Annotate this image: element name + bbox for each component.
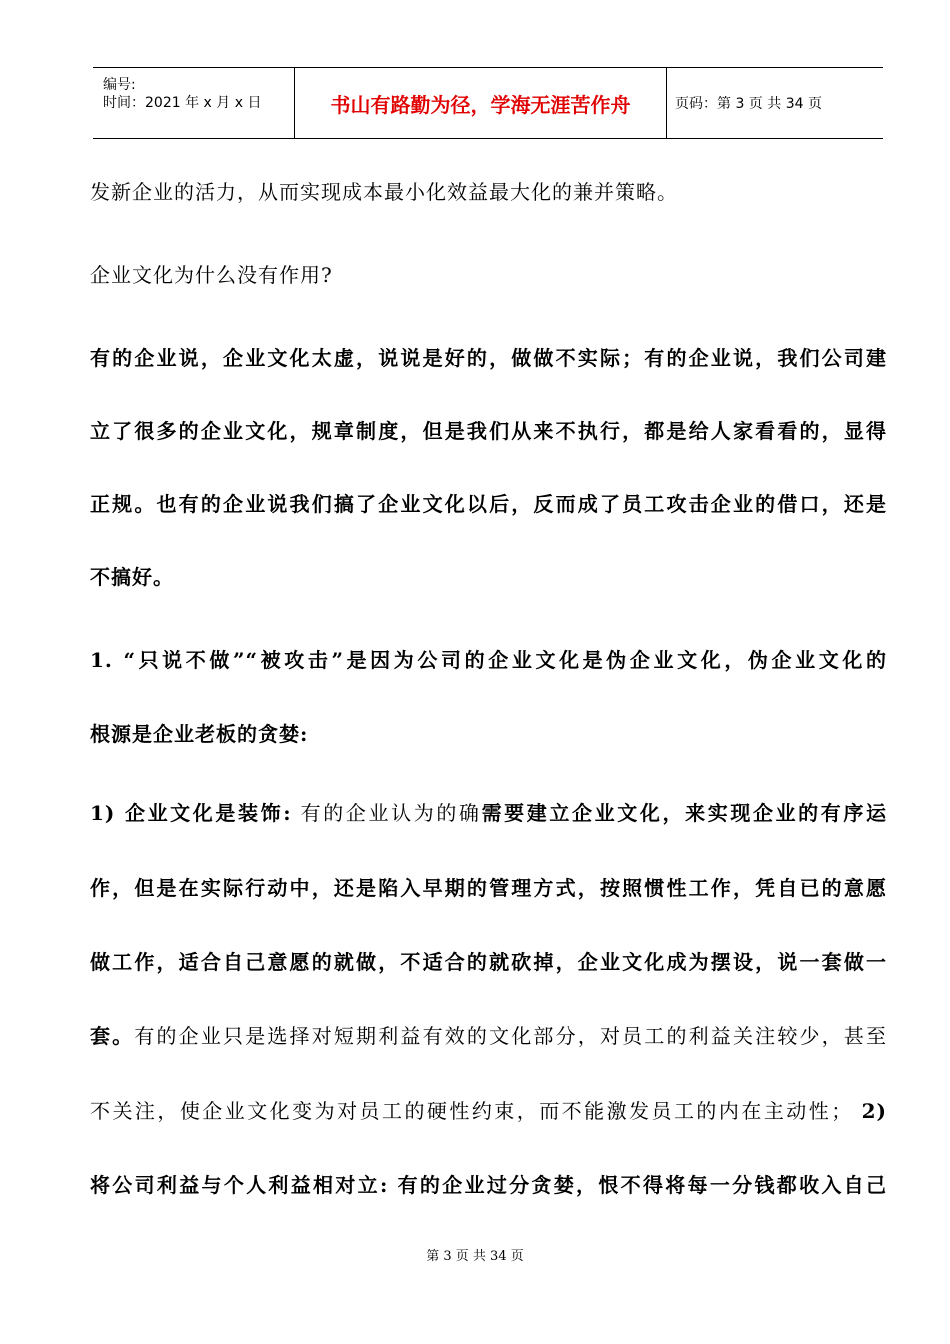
paragraph-4-line-1: 将公司利益与个人利益相对立: 有的企业过分贪婪，恨不得将每一分钱都收入自己 xyxy=(90,1173,887,1197)
header-right-cell xyxy=(667,68,883,138)
paragraph-3-line-4 xyxy=(90,1022,887,1050)
paragraph-2-line-2: 根源是企业老板的贪婪: xyxy=(90,722,309,746)
paragraph-3-line-4-lead: 套。 xyxy=(90,1024,135,1048)
page-footer: 第 3 页 共 34 页 xyxy=(426,1249,524,1264)
section-heading: 企业文化为什么没有作用? xyxy=(90,263,333,287)
header-page-label: 页码：第 3 页 共 34 页 xyxy=(675,96,822,112)
body-line-1: 发新企业的活力，从而实现成本最小化效益最大化的兼并策略。 xyxy=(90,180,678,204)
header-left-cell xyxy=(93,68,295,138)
paragraph-1-line-4: 不搞好。 xyxy=(90,565,174,589)
paragraph-3-line-5 xyxy=(90,1097,887,1125)
paragraph-1-line-1: 有的企业说，企业文化太虚，说说是好的，做做不实际；有的企业说，我们公司建 xyxy=(90,346,887,370)
paragraph-3-line-1-middle: 有的企业认为的确 xyxy=(291,801,482,825)
paragraph-2-line-1: 1. “只说不做”“被攻击”是因为公司的企业文化是伪企业文化，伪企业文化的 xyxy=(90,648,887,672)
header-motto: 书山有路勤为径，学海无涯苦作舟 xyxy=(330,92,631,117)
document-time-label: 时间：2021 年 x 月 x 日 xyxy=(103,95,262,111)
paragraph-3-line-2: 作，但是在实际行动中，还是陷入早期的管理方式，按照惯性工作，凭自已的意愿 xyxy=(90,876,887,900)
paragraph-3-line-5-tail: 2) xyxy=(852,1099,888,1123)
document-number-label: 编号: xyxy=(103,77,136,93)
paragraph-1-line-2: 立了很多的企业文化，规章制度，但是我们从来不执行，都是给人家看看的，显得 xyxy=(90,419,887,443)
header-table xyxy=(93,67,883,139)
paragraph-3-line-1 xyxy=(90,799,887,827)
header-middle-cell xyxy=(295,68,667,138)
paragraph-3-line-1-tail: 需要建立企业文化，来实现企业的有序运 xyxy=(481,801,888,825)
paragraph-3-line-5-lead: 不关注，使企业文化变为对员工的硬性约束，而不能激发员工的内在主动性； xyxy=(90,1099,853,1123)
paragraph-3-line-4-tail: 有的企业只是选择对短期利益有效的文化部分，对员工的利益关注较少，甚至 xyxy=(134,1024,888,1048)
paragraph-3-line-1-lead: 1) 企业文化是装饰: xyxy=(90,801,292,825)
paragraph-3-line-3: 做工作，适合自己意愿的就做，不适合的就砍掉，企业文化成为摆设，说一套做一 xyxy=(90,950,887,974)
paragraph-1-line-3: 正规。也有的企业说我们搞了企业文化以后，反而成了员工攻击企业的借口，还是 xyxy=(90,492,887,516)
